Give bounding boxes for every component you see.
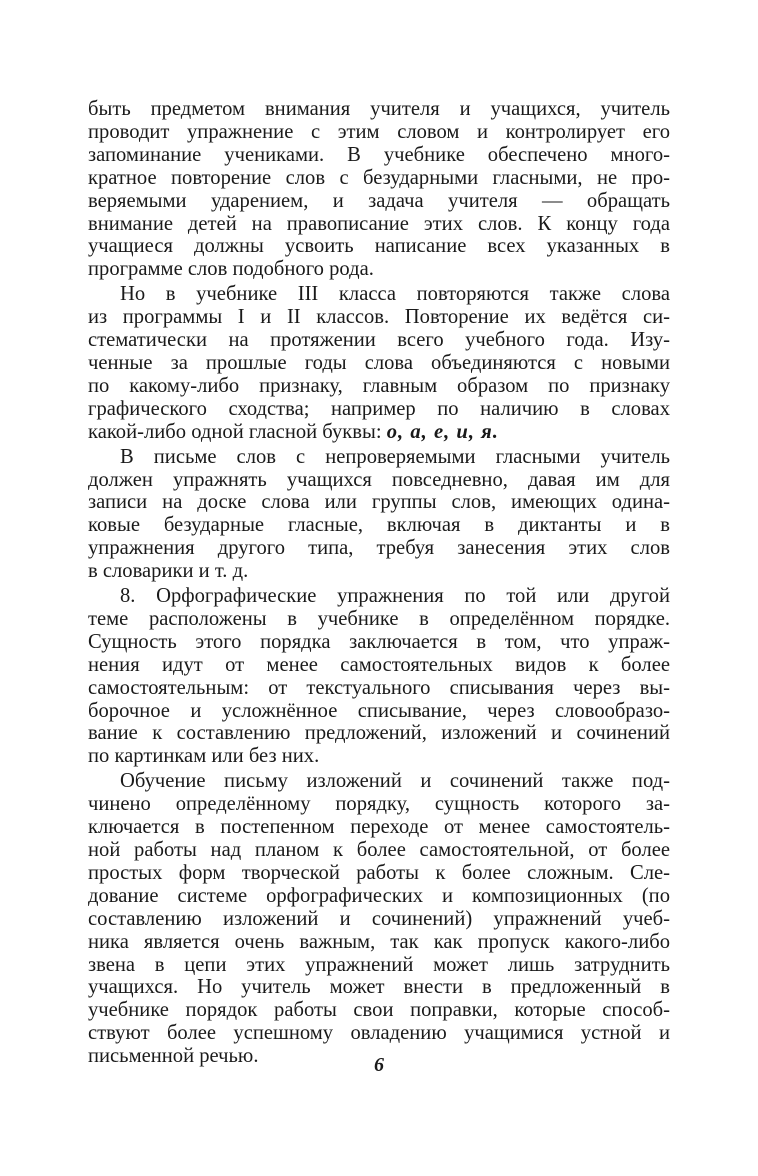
text-line: из программы I и II классов. Повторение их ведётся си- bbox=[88, 306, 670, 329]
text-line: записи на доске слова или группы слов, имеющих одина- bbox=[88, 491, 670, 514]
text-line: ченные за прошлые годы слова объединяются с новыми bbox=[88, 351, 670, 374]
text-line: вание к составлению предложений, изложений и сочинений bbox=[88, 722, 670, 745]
text-line: дование системе орфографических и композиционных (по bbox=[88, 884, 670, 907]
text-line: ствуют более успешному овладению учащимися устной и bbox=[88, 1022, 670, 1045]
text-line: внимание детей на правописание этих слов. К концу года bbox=[88, 212, 670, 235]
text-line: веряемыми ударением, и задача учителя — обращать bbox=[88, 189, 670, 212]
text-line: стематически на протяжении всего учебного года. Изу- bbox=[88, 329, 670, 352]
text-line: Сущность этого порядка заключается в том, что упраж- bbox=[88, 630, 670, 653]
text-line: теме расположены в учебнике в определённом порядке. bbox=[88, 607, 670, 630]
paragraph-1 bbox=[88, 98, 670, 281]
text-line: Но в учебнике III класса повторяются также слова bbox=[120, 283, 670, 306]
vowel-letters: о, а, е, и, я. bbox=[386, 420, 499, 443]
text-line: должен упражнять учащихся повседневно, давая им для bbox=[88, 468, 670, 491]
text-line: простых форм творческой работы к более сложным. Сле- bbox=[88, 861, 670, 884]
text-line: письменной речью. bbox=[88, 1045, 259, 1068]
paragraph-4 bbox=[88, 585, 670, 768]
text-line: графического сходства; например по наличию в словах bbox=[88, 397, 670, 420]
text-line: ника является очень важным, так как пропуск какого-либо bbox=[88, 930, 670, 953]
page-body bbox=[88, 98, 670, 1068]
paragraph-5 bbox=[88, 770, 670, 1068]
text-line: чинено определённому порядку, сущность которого за- bbox=[88, 793, 670, 816]
text-line: звена в цепи этих упражнений может лишь затруднить bbox=[88, 953, 670, 976]
text-line-prefix: какой-либо одной гласной буквы: bbox=[88, 420, 382, 443]
text-line: в словарики и т. д. bbox=[88, 560, 249, 583]
text-line: запоминание учениками. В учебнике обеспечено много- bbox=[88, 143, 670, 166]
text-line: учащиеся должны усвоить написание всех указанных в bbox=[88, 235, 670, 258]
text-line: борочное и усложнённое списывание, через словообразо- bbox=[88, 699, 670, 722]
paragraph-3 bbox=[88, 446, 670, 583]
text-line: ковые безударные гласные, включая в диктанты и в bbox=[88, 514, 670, 537]
text-line: программе слов подобного рода. bbox=[88, 258, 374, 281]
page-number: 6 bbox=[374, 1054, 384, 1076]
text-line: самостоятельным: от текстуального списывания через вы- bbox=[88, 676, 670, 699]
text-line: ключается в постепенном переходе от менее самостоятель- bbox=[88, 816, 670, 839]
text-line bbox=[88, 421, 670, 444]
text-line: учащихся. Но учитель может внести в предложенный в bbox=[88, 976, 670, 999]
text-line: проводит упражнение с этим словом и контролирует его bbox=[88, 120, 670, 143]
text-line: В письме слов с непроверяемыми гласными учитель bbox=[120, 445, 670, 468]
text-line: по картинкам или без них. bbox=[88, 745, 320, 768]
text-line: учебнике порядок работы свои поправки, которые способ- bbox=[88, 999, 670, 1022]
text-line: составлению изложений и сочинений) упражнений учеб- bbox=[88, 907, 670, 930]
text-line: 8. Орфографические упражнения по той или другой bbox=[120, 585, 670, 608]
text-line: по какому-либо признаку, главным образом по признаку bbox=[88, 374, 670, 397]
text-line: Обучение письму изложений и сочинений также под- bbox=[120, 770, 670, 793]
paragraph-2 bbox=[88, 283, 670, 443]
text-line: кратное повторение слов с безударными гласными, не про- bbox=[88, 166, 670, 189]
text-line: нения идут от менее самостоятельных видов к более bbox=[88, 653, 670, 676]
text-line: быть предметом внимания учителя и учащихся, учитель bbox=[88, 98, 670, 120]
text-line: ной работы над планом к более самостоятельной, от более bbox=[88, 839, 670, 861]
text-line: упражнения другого типа, требуя занесения этих слов bbox=[88, 537, 670, 560]
